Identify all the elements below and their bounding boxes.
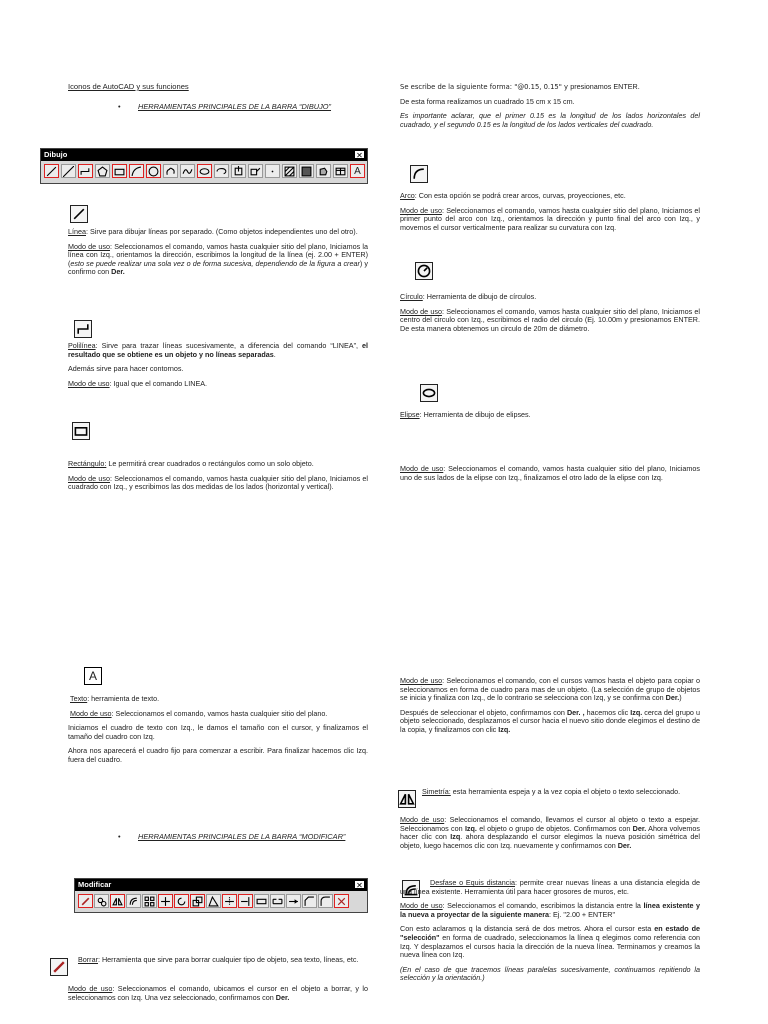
polilinea-section (68, 342, 368, 394)
desfase-section (400, 879, 700, 989)
trim-icon[interactable] (222, 894, 237, 908)
break-icon[interactable] (254, 894, 269, 908)
rectangle-icon (72, 422, 90, 440)
bullet-dot: • (118, 102, 121, 111)
borrar-desc: Borrar: Herramienta que sirve para borrar cualquier tipo de objeto, sea texto, líneas, etc. (78, 955, 359, 964)
simetria-modo: Modo de uso: Seleccionamos el comando, llevamos el cursor al objeto o texto a espejar. Seleccionamos con Izq. el objeto o grupo de objetos. Confirmamos con Der. Ahora volvemos hacer clic con Izq. ahora desplazando el cursor elegimos la nueva posición simétrica del objeto, luego hacemos clic con Izq. nuevamente y confirmamos con Der. (400, 815, 701, 850)
polygon-icon[interactable] (95, 164, 110, 178)
toolbar-dibujo[interactable] (40, 148, 368, 184)
polilinea-desc: Polilínea: Sirve para trazar líneas sucesivamente, a diferencia del comando “LINEA”, el resultado que se obtiene es un objeto y no líneas separadas. (68, 341, 368, 359)
circulo-desc: Círculo: Herramienta de dibujo de círculos. (400, 292, 537, 301)
move-icon[interactable] (158, 894, 173, 908)
join-icon[interactable] (286, 894, 301, 908)
circulo-modo: Modo de uso: Seleccionamos el comando, vamos hasta cualquier sitio del plano, Iniciamos el centro del circulo con Izq., escribimos el radio del circulo (Ej. 10.00m y presionamos ENTER. De esta manera obtenemos un circulo de 20m de diámetro. (400, 306, 700, 333)
arco-modo: Modo de uso: Seleccionamos el comando, vamos hasta cualquier sitio del plano, Iniciamos el primer punto del arco con Izq., orientamos la dirección y punto final del arco con Izq., y movemos el cursor verticalmente para realizar su curvatura con Izq. (400, 205, 700, 232)
borrar-modo-section (68, 985, 368, 1008)
bullet-dibujo-text: HERRAMIENTAS PRINCIPALES DE LA BARRA “DIBUJO” (138, 102, 332, 111)
desfase-p3: Con esto aclaramos q la distancia será de dos metros. Ahora el cursor esta en estado de "selección" en forma de cuadrado, seleccionamos la línea q elegimos como referencia con Izq. Y desplazamos el cursos hacia la dirección de la nueva línea. Terminamos y creamos la nueva línea con Izq. (400, 924, 700, 960)
borrar-section (78, 956, 368, 971)
doc-header: Iconos de AutoCAD y sus funciones (68, 82, 189, 91)
text-icon (84, 667, 102, 685)
copiar-p2: Después de seleccionar el objeto, confirmamos con Der. , hacemos clic Izq. cerca del grupo u objeto seleccionado, desplazamos el cursor hacia el nuevo sitio donde elegimos el destino de la copia, y finalizamos con clic Izq. (400, 707, 700, 734)
linea-modo: Modo de uso: Seleccionamos el comando, vamos hasta cualquier sitio del plano, Iniciamos la línea con Izq., orientamos la dirección, escribimos la longitud de la línea (ej. 2.00 + ENTER) (esto se puede realizar una sola vez o de forma sucesiva, dependiendo de la figura a crear) y confirmo con Der. (68, 241, 368, 277)
ellipse-icon (420, 384, 438, 402)
simetria-desc: Simetría: esta herramienta espeja y a la vez copia el objeto o texto seleccionado. (422, 787, 681, 796)
arco-section (400, 192, 700, 238)
close-icon[interactable]: ✕ (354, 880, 365, 889)
region-icon[interactable] (316, 164, 331, 178)
arc-icon (410, 165, 428, 183)
polilinea-extra: Además sirve para hacer contornos. (68, 364, 184, 374)
text-icon-label: A (354, 165, 361, 177)
rotate-icon[interactable] (174, 894, 189, 908)
spline-icon[interactable] (180, 164, 195, 178)
text-icon[interactable] (350, 164, 365, 178)
circle-icon (415, 262, 433, 280)
desfase-p4: (En el caso de que tracemos líneas paralelas sucesivamente, continuamos repitiendo la selección y la orientación.) (400, 964, 700, 983)
circle-icon[interactable] (146, 164, 161, 178)
texto-modo: Modo de uso: Seleccionamos el comando, vamos hasta cualquier sitio del plano. (70, 708, 328, 718)
bullet-dot: • (118, 832, 121, 841)
right-top-column (400, 83, 700, 135)
construction-line-icon[interactable] (61, 164, 76, 178)
toolbar-modificar[interactable] (74, 878, 368, 913)
erase-icon[interactable] (78, 894, 93, 908)
bullet-modificar-text: HERRAMIENTAS PRINCIPALES DE LA BARRA “MODIFICAR” (138, 832, 346, 841)
clarification: Es importante aclarar, que el primer 0.15 es la longitud de los lados horizontales del cuadrado, y el segundo 0.15 es la longitud de los lados verticales del cuadrado. (400, 111, 700, 129)
array-icon[interactable] (142, 894, 157, 908)
polyline-icon[interactable] (78, 164, 93, 178)
texto-section (68, 695, 368, 771)
square-line: De esta forma realizamos un cuadrado 15 cm x 15 cm. (400, 96, 575, 106)
simetria-section (422, 788, 700, 803)
elipse-section (400, 411, 700, 426)
copiar-modo: Modo de uso: Seleccionamos el comando, con el cursos vamos hasta el objeto para copiar o seleccionamos en forma de cuadro para mas de un objeto. (La selección de grupo de objetos se inicia y finaliza con Izq., de lo contrario se selecciona con Izq, y se confirma con Der.) (400, 676, 700, 703)
toolbar-dibujo-title: Dibujo (41, 149, 367, 161)
break-point-icon[interactable] (270, 894, 285, 908)
texto-p2: Iniciamos el cuadro de texto con Izq., le damos el tamaño con el cursor, y finalizamos el tamaño del cuadro con Izq. (68, 723, 368, 741)
explode-icon[interactable] (334, 894, 349, 908)
desfase-modo: Modo de uso: Seleccionamos el comando, escribimos la distancia entre la línea existente y la nueva a proyectar de la siguiente manera: Ej. "2.00 + ENTER" (400, 901, 701, 919)
toolbar-modificar-buttons (78, 894, 349, 908)
close-icon[interactable]: ✕ (354, 150, 365, 159)
arc-icon[interactable] (129, 164, 144, 178)
elipse-desc: Elipse: Herramienta de dibujo de elipses. (400, 410, 531, 419)
toolbar-modificar-title: Modificar (75, 879, 367, 891)
desfase-desc: Desfase o Equis distancia: permite crear nuevas líneas a una distancia elegida de una línea existente. Herramienta útil para hacer grosores de muros, etc. (400, 878, 701, 896)
insert-block-icon[interactable] (231, 164, 246, 178)
polilinea-modo: Modo de uso: Igual que el comando LINEA. (68, 378, 208, 388)
rectangulo-section (68, 460, 368, 498)
polyline-icon (74, 320, 92, 338)
bullet-dibujo (118, 102, 378, 111)
extend-icon[interactable] (238, 894, 253, 908)
simetria-modo-section (400, 816, 700, 856)
copiar-section (400, 677, 700, 741)
fillet-icon[interactable] (318, 894, 333, 908)
line-icon[interactable] (44, 164, 59, 178)
arco-desc: Arco: Con esta opción se podrá crear arcos, curvas, proyecciones, etc. (400, 191, 626, 200)
borrar-modo: Modo de uso: Seleccionamos el comando, ubicamos el cursor en el objeto a borrar, y lo seleccionamos con Izq. Una vez seleccionado, confirmamos con Der. (68, 984, 368, 1002)
point-icon[interactable] (265, 164, 280, 178)
left-top-column (68, 83, 368, 98)
elipse-modo: Modo de uso: Seleccionamos el comando, vamos hasta cualquier sitio del plano, Iniciamos uno de sus lados de la elipse con Izq., finalizamos el otro lado de la elipse con Izq. (400, 464, 700, 482)
text-icon-letter: A (88, 669, 97, 683)
rectangle-icon[interactable] (112, 164, 127, 178)
format-line: Se escribe de la siguiente forma: "@0.15, 0.15" y presionamos ENTER. (400, 82, 640, 91)
make-block-icon[interactable] (248, 164, 263, 178)
toolbar-dibujo-buttons (44, 164, 365, 178)
ellipse-icon[interactable] (197, 164, 212, 178)
linea-section (68, 228, 368, 283)
mirror-icon (398, 790, 416, 808)
circulo-section (400, 293, 700, 339)
mirror-icon[interactable] (110, 894, 125, 908)
revcloud-icon[interactable] (163, 164, 178, 178)
stretch-icon[interactable] (206, 894, 221, 908)
rectangulo-desc: Rectángulo: Le permitirá crear cuadrados o rectángulos como un solo objeto. (68, 459, 314, 468)
texto-desc: Texto: herramienta de texto. (70, 694, 160, 703)
erase-icon (50, 958, 68, 976)
elipse-modo-section (400, 465, 700, 488)
scale-icon[interactable] (190, 894, 205, 908)
texto-p3: Ahora nos aparecerá el cuadro fijo para comenzar a escribir. Para finalizar hacemos clic Izq. fuera del cuadro. (68, 746, 368, 764)
copy-icon[interactable] (94, 894, 109, 908)
rectangulo-modo: Modo de uso: Seleccionamos el comando, vamos hasta cualquier sitio del plano, Iniciamos el cuadrado con Izq., y escribimos las dos medidas de los lados (horizontal y vertical). (68, 473, 368, 492)
gradient-icon[interactable] (299, 164, 314, 178)
bullet-modificar (118, 832, 368, 841)
hatch-icon[interactable] (282, 164, 297, 178)
ellipse-arc-icon[interactable] (214, 164, 229, 178)
linea-desc: Línea: Sirve para dibujar líneas por separado. (Como objetos independientes uno del otro). (68, 227, 358, 236)
table-icon[interactable] (333, 164, 348, 178)
line-icon (70, 205, 88, 223)
offset-icon[interactable] (126, 894, 141, 908)
chamfer-icon[interactable] (302, 894, 317, 908)
